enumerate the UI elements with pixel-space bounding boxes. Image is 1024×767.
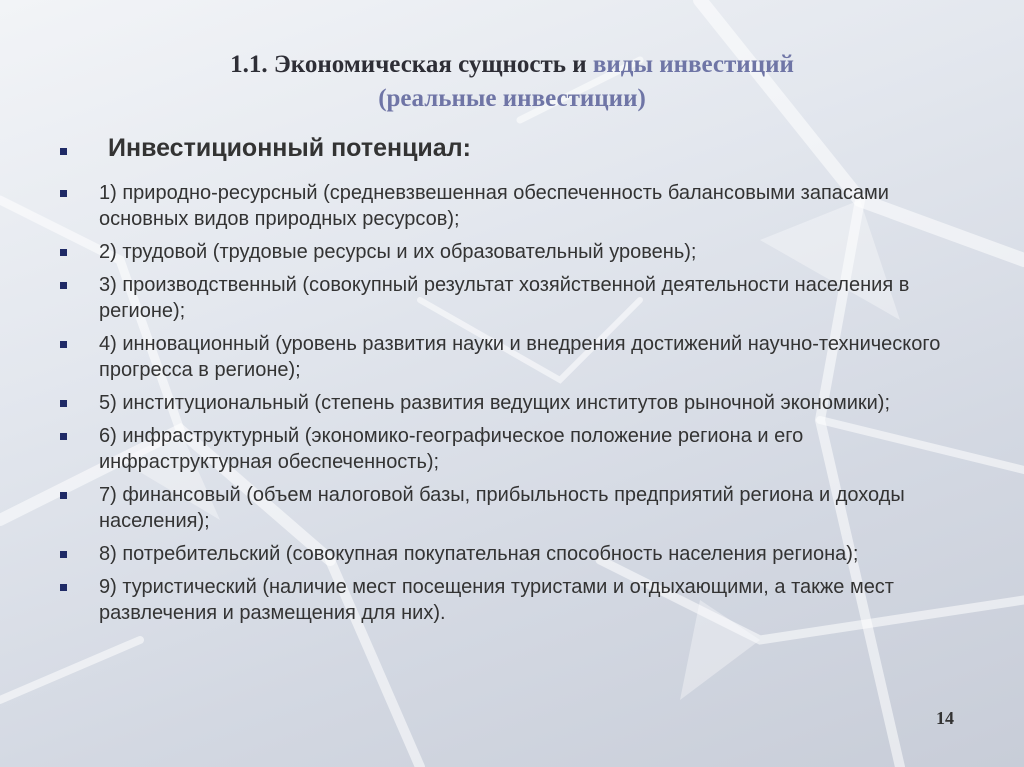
bullet-square-icon [60,190,67,197]
bullet-square-icon [60,433,67,440]
list-item [58,541,958,567]
list-item [58,180,958,232]
list-item-text: 1) природно-ресурсный (средневзвешенная обеспеченность балансовыми запасами основных видов природных ресурсов); [99,182,889,230]
list-item [58,574,958,626]
title-part-2: виды инвестиций [592,51,794,78]
list-item [58,423,958,475]
potential-list [58,180,958,633]
bullet-square-icon [60,400,67,407]
slide-title [0,48,1024,116]
bullet-square-icon [60,249,67,256]
page-number: 14 [936,708,954,728]
bullet-square-icon [60,551,67,558]
list-item [58,390,958,416]
bullet-square-icon [60,341,67,348]
bullet-square-icon [60,492,67,499]
list-item-text: 3) производственный (совокупный результат хозяйственной деятельности населения в регионе); [99,274,910,322]
list-item-text: 4) инновационный (уровень развития науки и внедрения достижений научно-технического прогресса в регионе); [99,333,941,381]
list-item-text: 6) инфраструктурный (экономико-географическое положение региона и его инфраструктурная обеспеченность); [99,425,804,473]
list-item-text: 5) институциональный (степень развития ведущих институтов рыночной экономики); [99,392,891,414]
bullet-square-icon [60,282,67,289]
bullet-square-icon [60,584,67,591]
list-item-text: 9) туристический (наличие мест посещения туристами и отдыхающими, а также мест развлечения и размещения для них). [99,576,894,624]
list-item-text: 2) трудовой (трудовые ресурсы и их образовательный уровень); [99,241,697,263]
list-item [58,482,958,534]
list-item [58,272,958,324]
list-item-text: 7) финансовый (объем налоговой базы, прибыльность предприятий региона и доходы населения); [99,484,905,532]
title-line-1 [0,48,1024,82]
title-part-1: 1.1. Экономическая сущность и [230,51,593,78]
list-item-text: 8) потребительский (совокупная покупательная способность населения региона); [99,543,859,565]
section-heading-text: Инвестиционный потенциал: [108,134,471,162]
list-item [58,239,958,265]
bullet-square-icon [60,148,67,155]
list-item [58,331,958,383]
title-line-2: (реальные инвестиции) [378,85,646,112]
